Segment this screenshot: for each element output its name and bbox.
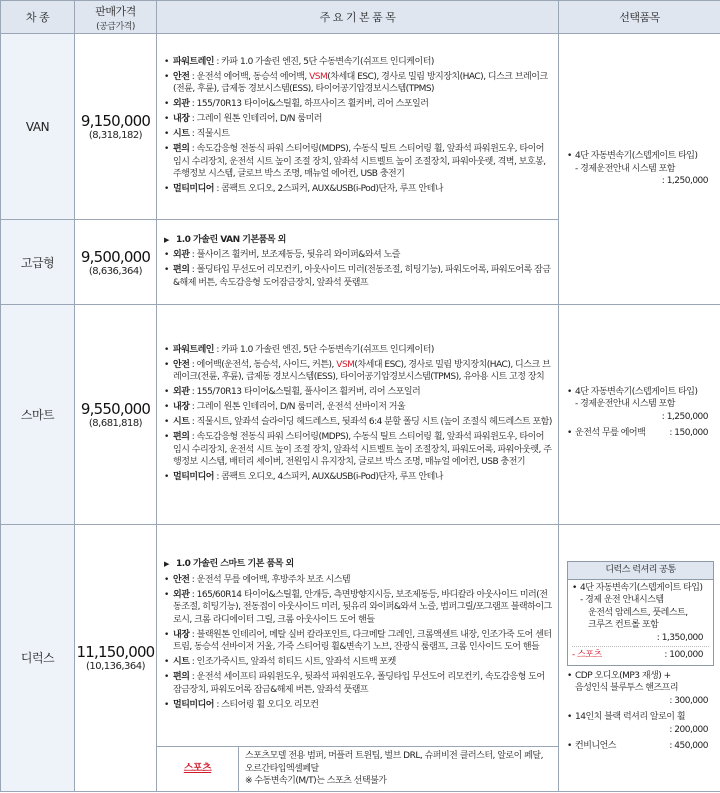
option-detail: - 경제운전안내 시스템 포함 bbox=[575, 163, 675, 174]
feature-item: • 외관 : 155/70R13 타이어&스틸휠, 풀사이즈 휠커버, 리어 스포일러 bbox=[164, 386, 552, 399]
price-deluxe: 11,150,000 (10,136,364) bbox=[75, 525, 157, 792]
price-van: 9,150,000 (8,318,182) bbox=[75, 34, 157, 220]
option-detail: - 경제운전안내 시스템 포함 bbox=[575, 399, 675, 409]
feature-item: • 편의 : 운전석 세이프티 파워윈도우, 뒷좌석 파워윈도우, 폴딩타입 무선도어 리모컨키, 속도감응형 도어 잠금장치, 파워도어록 잠금&해제 버튼, 앞좌석 풋램프 bbox=[164, 671, 552, 696]
price-smart: 9,550,000 (8,681,818) bbox=[75, 305, 157, 525]
option-item: • 4단 자동변속기(스텝게이트 타입) bbox=[567, 386, 714, 399]
option-price: : 200,000 bbox=[669, 724, 708, 735]
feature-item: • 파워트레인 : 카파 1.0 가솔린 엔진, 5단 수동변속기(쉬프트 인디케이터) bbox=[164, 56, 552, 69]
feature-item: • 안전 : 운전석 무릎 에어백, 후방주차 보조 시스템 bbox=[164, 574, 552, 587]
option-item: • 14인치 블랙 럭셔리 알로이 휠 bbox=[567, 711, 714, 724]
sports-label: 스포츠 bbox=[183, 762, 212, 774]
header-row bbox=[1, 1, 720, 34]
feature-item: • 편의 : 속도감응형 전동식 파워 스티어링(MDPS), 수동식 틸트 스티어링 휠, 앞좌석 파워윈도우, 타이어 임시 수리장치, 운전석 시트 높이 조절 장치, 앞좌석 시트벨트 높이 조절장치, 파워아웃렛, 격벽, 보호봉, 주행정보 시스템, 글로브 박스 조명, 매뉴얼 에어컨, USB 충전기 bbox=[164, 143, 552, 181]
sports-note: ※ 수동변속기(M/T)는 스포츠 선택불가 bbox=[245, 776, 387, 786]
feature-head: ▶ 1.0 가솔린 VAN 기본품목 외 bbox=[164, 234, 552, 247]
option-price: : 100,000 bbox=[664, 650, 703, 660]
trim-smart: 스마트 bbox=[1, 305, 75, 525]
option-detail: 음성인식 블루투스 핸즈프리 bbox=[575, 683, 679, 693]
row-deluxe bbox=[1, 525, 720, 747]
trim-deluxe: 디럭스 bbox=[1, 525, 75, 792]
sports-text: 스포츠모델 전용 범퍼, 머플러 트윈팁, 벌브 DRL, 슈퍼비전 클러스터, 알로이 페달, 오르간타입엑셀페달 bbox=[245, 751, 543, 774]
feature-item: • 외관 : 155/70R13 타이어&스틸휠, 하프사이즈 휠커버, 리어 스포일러 bbox=[164, 98, 552, 111]
option-detail: 크루즈 컨트롤 포함 bbox=[588, 620, 659, 630]
option-item: • CDP 오디오(MP3 재생) + bbox=[567, 670, 714, 683]
feature-item: • 멀티미디어 : 콤팩트 오디오, 2스피커, AUX&USB(i-Pod)단자, 루프 안테나 bbox=[164, 183, 552, 196]
feature-item: • 내장 : 그레이 원톤 인테리어, D/N 룸미러, 운전석 선바이저 거울 bbox=[164, 401, 552, 414]
feature-item: • 시트 : 인조가죽시트, 앞좌석 히티드 시트, 앞좌석 시트백 포켓 bbox=[164, 656, 552, 669]
option-item: • 4단 자동변속기(스텝게이트 타입) bbox=[572, 582, 709, 595]
feature-item: • 외관 : 풀사이즈 휠커버, 보조제동등, 뒷유리 와이퍼&와셔 노즐 bbox=[164, 249, 552, 262]
feature-item: • 시트 : 직물시트, 앞좌석 슬라이딩 헤드레스트, 뒷좌석 6:4 분할 폴딩 시트 (높이 조절식 헤드레스트 포함) bbox=[164, 416, 552, 429]
options-smart bbox=[559, 305, 720, 525]
header-price: 판매가격 (공급가격) bbox=[75, 1, 157, 34]
feature-item: • 시트 : 직물시트 bbox=[164, 128, 552, 141]
feature-item: • 안전 : 에어백(운전석, 동승석, 사이드, 커튼), VSM(차세대 ESC), 경사로 밀림 방지장치(HAC), 디스크 브레이크(전륜, 후륜), 급제동 경보시스템(ESS), 타이어공기압경보시스템(TPMS), 유아용 시트 고정 장치 bbox=[164, 359, 552, 384]
options-van bbox=[559, 34, 720, 305]
option-item: • 운전석 무릎 에어백 bbox=[567, 427, 645, 440]
feature-item: • 외관 : 165/60R14 타이어&스틸휠, 안개등, 측면방향지시등, 보조제동등, 바디칼라 아웃사이드 미러(전동조절, 히팅기능), 전동접이 아웃사이드 미러, 뒷유리 와이퍼&와셔 노즐, 범퍼그릴/포그램프 블랙하이그로시, 크롬 라디에이터 그릴, 크롬 아웃사이드 도어 핸들 bbox=[164, 589, 552, 627]
feature-head: ▶ 1.0 가솔린 스마트 기본 품목 외 bbox=[164, 558, 552, 571]
features-premium bbox=[157, 220, 559, 305]
option-price: : 450,000 bbox=[669, 741, 708, 751]
feature-item: • 내장 : 블랙원톤 인테리어, 메탈 실버 칼라포인트, 다크메탈 그레인, 크롬액센트 내장, 인조가죽 도어 센터트림, 동승석 선바이저 거울, 가죽 스티어링 휠&변속기 노브, 잔광식 룸램프, 크롬 인사이드 도어 핸들 bbox=[164, 629, 552, 654]
features-smart bbox=[157, 305, 559, 525]
feature-item: • 편의 : 폴딩타입 무선도어 리모컨키, 아웃사이드 미러(전동조절, 히팅기능), 파워도어록, 파워도어록 잠금&해제 버튼, 속도감응형 도어잠금장치, 앞좌석 풋램프 bbox=[164, 264, 552, 289]
sports-cell bbox=[157, 747, 559, 792]
option-price: : 1,250,000 bbox=[661, 411, 708, 422]
header-options: 선택품목 bbox=[559, 1, 720, 34]
options-deluxe bbox=[559, 525, 720, 792]
features-deluxe bbox=[157, 525, 559, 747]
price-premium: 9,500,000 (8,636,364) bbox=[75, 220, 157, 305]
row-van bbox=[1, 34, 720, 220]
features-van bbox=[157, 34, 559, 220]
trim-van: VAN bbox=[1, 34, 75, 220]
feature-item: • 편의 : 속도감응형 전동식 파워 스티어링(MDPS), 수동식 틸트 스티어링 휠, 앞좌석 파워윈도우, 타이어 임시 수리장치, 운전석 시트 높이 조절 장치, 앞좌석 시트벨트 높이 조절장치, 파워도어록, 파워아웃렛, 주행정보 시스템, 배터리 세이버, 전원임시 유지장치, 글로브 박스 조명, 매뉴얼 에어컨, USB 충전기 bbox=[164, 431, 552, 469]
trim-premium: 고급형 bbox=[1, 220, 75, 305]
luxury-common-title: 디럭스 럭셔리 공통 bbox=[568, 562, 713, 580]
option-price: : 1,250,000 bbox=[661, 176, 708, 187]
feature-item: • 안전 : 운전석 에어백, 동승석 에어백, VSM(차세대 ESC), 경사로 밀림 방지장치(HAC), 디스크 브레이크(전륜, 후륜), 급제동 경보시스템(ESS), 타이어공기압경보시스템(TPMS) bbox=[164, 71, 552, 96]
row-smart bbox=[1, 305, 720, 525]
feature-item: • 멀티미디어 : 콤팩트 오디오, 4스피커, AUX&USB(i-Pod)단자, 루프 안테나 bbox=[164, 471, 552, 484]
option-price: : 150,000 bbox=[669, 428, 708, 438]
option-detail: - 경제 운전 안내시스템 bbox=[580, 595, 664, 605]
feature-item: • 파워트레인 : 카파 1.0 가솔린 엔진, 5단 수동변속기(쉬프트 인디케이터) bbox=[164, 344, 552, 357]
option-item: • 컨비니언스 bbox=[567, 740, 616, 753]
feature-item: • 멀티미디어 : 스티어링 휠 오디오 리모컨 bbox=[164, 699, 552, 712]
luxury-common-box bbox=[567, 561, 714, 666]
option-item: • 4단 자동변속기(스텝게이트 타입) bbox=[567, 150, 714, 163]
feature-item: • 내장 : 그레이 원톤 인테리어, D/N 룸미러 bbox=[164, 113, 552, 126]
option-detail: 운전석 암레스트, 풋레스트, bbox=[588, 607, 688, 618]
option-price: : 300,000 bbox=[669, 695, 708, 706]
header-trim: 차 종 bbox=[1, 1, 75, 34]
option-price: : 1,350,000 bbox=[656, 632, 703, 643]
header-features: 주 요 기 본 품 목 bbox=[157, 1, 559, 34]
option-sports: - 스포츠 bbox=[572, 650, 602, 660]
